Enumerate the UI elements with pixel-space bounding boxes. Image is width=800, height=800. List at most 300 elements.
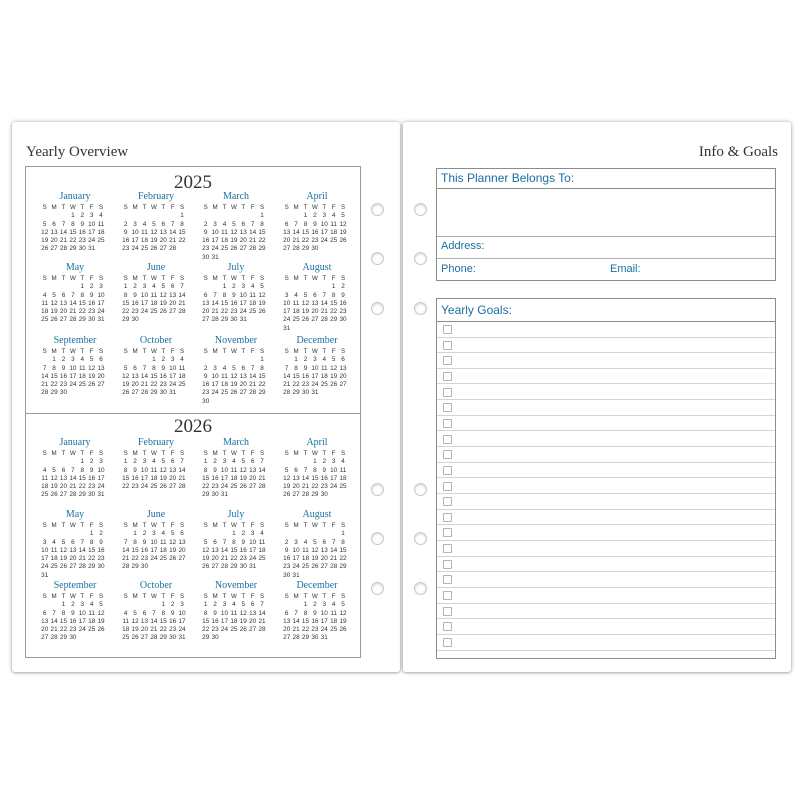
day-number: 14 — [122, 546, 130, 554]
goal-row[interactable] — [437, 604, 775, 620]
day-number: 15 — [220, 299, 229, 307]
day-number: 23 — [283, 563, 291, 571]
day-number: 6 — [284, 609, 289, 617]
weekday-header: S — [203, 593, 208, 600]
day-number: 2 — [133, 283, 137, 291]
day-number: 5 — [133, 609, 137, 617]
month-august — [282, 509, 352, 580]
day-number: 10 — [220, 609, 229, 617]
day-number: 29 — [330, 316, 338, 324]
day-number: 16 — [239, 546, 247, 554]
empty-day — [320, 530, 329, 538]
goal-row[interactable] — [437, 619, 775, 635]
day-number: 4 — [260, 530, 264, 538]
day-number: 21 — [140, 381, 149, 389]
day-number: 4 — [341, 458, 345, 466]
weekday-header: F — [331, 204, 336, 211]
day-number: 9 — [133, 291, 137, 299]
day-number: 28 — [258, 483, 266, 491]
day-number: 21 — [211, 308, 219, 316]
day-number: 31 — [41, 571, 49, 579]
binder-hole — [371, 582, 384, 595]
day-number: 27 — [59, 491, 68, 499]
day-number: 22 — [88, 555, 96, 563]
day-number: 19 — [258, 299, 266, 307]
day-number: 12 — [159, 291, 167, 299]
day-number: 10 — [140, 466, 149, 474]
day-number: 15 — [69, 228, 77, 236]
binder-hole — [414, 582, 427, 595]
day-number: 11 — [320, 364, 328, 372]
goal-row[interactable] — [437, 369, 775, 385]
weekday-header: W — [150, 348, 157, 355]
goal-checkbox[interactable] — [443, 575, 452, 584]
day-number: 7 — [71, 466, 75, 474]
day-number: 26 — [330, 381, 338, 389]
day-number: 7 — [180, 458, 184, 466]
weekday-header: T — [142, 204, 147, 211]
day-number: 25 — [150, 308, 158, 316]
day-number: 16 — [211, 617, 219, 625]
month-name: June — [146, 509, 166, 520]
owner-name-field[interactable] — [437, 189, 775, 236]
weekday-header: M — [212, 204, 218, 211]
day-number: 18 — [339, 474, 347, 482]
day-number: 3 — [133, 220, 137, 228]
day-number: 6 — [313, 291, 317, 299]
day-number: 28 — [258, 626, 266, 634]
day-number: 19 — [159, 299, 167, 307]
day-number: 22 — [220, 308, 229, 316]
calendar-box — [25, 166, 361, 658]
weekday-header: F — [89, 593, 94, 600]
day-number: 1 — [80, 283, 85, 291]
goal-checkbox[interactable] — [443, 403, 452, 412]
day-number: 2 — [161, 356, 166, 364]
month-name: June — [146, 262, 166, 273]
empty-day — [301, 458, 310, 466]
goal-row[interactable] — [437, 510, 775, 526]
day-number: 12 — [59, 546, 68, 554]
goal-row[interactable] — [437, 400, 775, 416]
day-number: 5 — [341, 601, 345, 609]
day-number: 1 — [123, 458, 128, 466]
day-number: 19 — [301, 308, 310, 316]
day-number: 1 — [71, 212, 75, 220]
weekday-header: S — [340, 204, 346, 211]
weekday-header: T — [142, 522, 147, 529]
day-number: 9 — [313, 220, 317, 228]
day-number: 17 — [97, 299, 105, 307]
day-number: 8 — [203, 609, 208, 617]
month-september — [40, 580, 110, 643]
weekday-header: W — [69, 450, 76, 457]
empty-day — [130, 212, 139, 220]
day-number: 10 — [78, 609, 86, 617]
weekday-header: M — [132, 450, 138, 457]
empty-day — [40, 283, 49, 291]
empty-day — [68, 458, 77, 466]
day-number: 27 — [320, 563, 328, 571]
day-number: 12 — [150, 228, 158, 236]
day-number: 11 — [178, 364, 186, 372]
day-number: 20 — [283, 626, 291, 634]
goal-checkbox[interactable] — [443, 622, 452, 631]
day-number: 25 — [140, 245, 149, 253]
goal-checkbox[interactable] — [443, 513, 452, 522]
day-number: 31 — [311, 389, 319, 397]
day-number: 3 — [89, 212, 94, 220]
weekday-header: T — [222, 593, 227, 600]
day-number: 16 — [311, 617, 319, 625]
day-number: 24 — [140, 308, 149, 316]
day-number: 5 — [341, 212, 345, 220]
goal-checkbox[interactable] — [443, 544, 452, 553]
goal-checkbox[interactable] — [443, 591, 452, 600]
weekday-header: T — [80, 275, 85, 282]
day-number: 16 — [320, 474, 328, 482]
day-number: 11 — [330, 220, 337, 228]
goal-checkbox[interactable] — [443, 638, 452, 647]
weekday-header: T — [303, 522, 308, 529]
day-number: 27 — [339, 381, 347, 389]
empty-day — [210, 356, 219, 364]
day-number: 23 — [311, 237, 319, 245]
day-number: 14 — [301, 474, 310, 482]
day-number: 22 — [202, 626, 210, 634]
goal-row[interactable] — [437, 338, 775, 354]
day-number: 12 — [131, 617, 139, 625]
day-number: 12 — [339, 609, 347, 617]
goal-row[interactable] — [437, 494, 775, 510]
day-number: 9 — [203, 228, 208, 236]
weekday-header: W — [230, 522, 237, 529]
day-number: 26 — [97, 626, 105, 634]
weekday-header: F — [250, 204, 255, 211]
day-number: 23 — [159, 381, 167, 389]
day-number: 15 — [301, 228, 310, 236]
day-number: 19 — [311, 555, 319, 563]
weekday-header: W — [150, 450, 157, 457]
day-number: 23 — [239, 555, 247, 563]
day-number: 4 — [232, 601, 236, 609]
month-january — [40, 437, 110, 500]
month-day-grid — [121, 450, 191, 491]
weekday-header: S — [98, 522, 104, 529]
day-number: 12 — [169, 538, 177, 546]
goal-row[interactable] — [437, 353, 775, 369]
day-number: 20 — [239, 381, 247, 389]
day-number: 9 — [232, 291, 236, 299]
weekday-header: F — [170, 348, 175, 355]
day-number: 18 — [150, 474, 158, 482]
weekday-header: T — [61, 275, 66, 282]
day-number: 30 — [140, 563, 149, 571]
day-number: 11 — [330, 609, 337, 617]
day-number: 25 — [41, 316, 49, 324]
day-number: 2 — [313, 601, 317, 609]
weekday-header: F — [331, 522, 336, 529]
day-number: 20 — [339, 372, 347, 380]
day-number: 9 — [161, 364, 166, 372]
day-number: 18 — [97, 228, 105, 236]
day-number: 20 — [50, 237, 58, 245]
empty-day — [220, 212, 229, 220]
weekday-header: S — [42, 522, 47, 529]
weekday-header: M — [132, 204, 138, 211]
day-number: 9 — [99, 538, 103, 546]
goal-checkbox[interactable] — [443, 356, 452, 365]
day-number: 15 — [230, 546, 238, 554]
empty-day — [149, 212, 158, 220]
goal-row[interactable] — [437, 525, 775, 541]
day-number: 5 — [161, 458, 166, 466]
day-number: 8 — [61, 609, 66, 617]
goal-checkbox[interactable] — [443, 325, 452, 334]
day-number: 18 — [50, 555, 58, 563]
weekday-header: S — [284, 522, 289, 529]
weekday-header: T — [322, 204, 327, 211]
day-number: 7 — [170, 220, 175, 228]
day-number: 27 — [59, 316, 68, 324]
day-number: 31 — [97, 491, 105, 499]
day-number: 28 — [178, 483, 186, 491]
day-number: 18 — [41, 308, 49, 316]
day-number: 12 — [339, 220, 347, 228]
day-number: 5 — [284, 466, 289, 474]
weekday-header: T — [322, 522, 327, 529]
day-number: 23 — [339, 308, 347, 316]
day-number: 28 — [220, 563, 229, 571]
day-number: 20 — [249, 617, 257, 625]
month-day-grid — [121, 593, 191, 643]
day-number: 16 — [131, 299, 139, 307]
day-number: 20 — [169, 474, 177, 482]
day-number: 5 — [52, 466, 56, 474]
day-number: 21 — [320, 308, 328, 316]
day-number: 16 — [283, 555, 291, 563]
weekday-header: T — [241, 522, 246, 529]
goal-checkbox[interactable] — [443, 388, 452, 397]
yearly-goals-label: Yearly Goals: — [437, 299, 775, 322]
month-june — [121, 509, 191, 572]
day-number: 22 — [150, 381, 158, 389]
weekday-header: S — [98, 204, 104, 211]
day-number: 9 — [89, 466, 94, 474]
day-number: 2 — [322, 458, 327, 466]
goal-checkbox[interactable] — [443, 372, 452, 381]
day-number: 9 — [80, 220, 85, 228]
empty-day — [282, 356, 291, 364]
goal-row[interactable] — [437, 541, 775, 557]
day-number: 19 — [230, 237, 238, 245]
weekday-header: T — [80, 348, 85, 355]
divider — [437, 258, 775, 259]
day-number: 15 — [202, 617, 210, 625]
day-number: 29 — [202, 634, 210, 642]
day-number: 17 — [97, 474, 105, 482]
empty-day — [149, 601, 158, 609]
day-number: 24 — [330, 483, 338, 491]
day-number: 21 — [69, 308, 77, 316]
day-number: 5 — [241, 458, 246, 466]
month-day-grid — [282, 204, 352, 254]
day-number: 24 — [220, 483, 229, 491]
day-number: 10 — [283, 299, 291, 307]
day-number: 23 — [88, 308, 96, 316]
day-number: 27 — [41, 634, 49, 642]
day-number: 24 — [292, 563, 300, 571]
day-number: 1 — [61, 601, 66, 609]
day-number: 3 — [99, 458, 103, 466]
weekday-header: S — [42, 275, 47, 282]
goal-row[interactable] — [437, 416, 775, 432]
day-number: 13 — [178, 538, 186, 546]
day-number: 11 — [221, 372, 228, 380]
day-number: 14 — [249, 372, 257, 380]
day-number: 8 — [89, 538, 94, 546]
goal-checkbox[interactable] — [443, 435, 452, 444]
day-number: 6 — [284, 220, 289, 228]
empty-day — [121, 530, 130, 538]
day-number: 28 — [50, 634, 58, 642]
day-number: 30 — [88, 316, 96, 324]
day-number: 13 — [41, 617, 49, 625]
empty-day — [59, 530, 68, 538]
day-number: 12 — [88, 364, 96, 372]
day-number: 11 — [122, 617, 130, 625]
day-number: 21 — [283, 381, 291, 389]
weekday-header: T — [61, 204, 66, 211]
goal-checkbox[interactable] — [443, 341, 452, 350]
goal-row[interactable] — [437, 432, 775, 448]
goal-row[interactable] — [437, 557, 775, 573]
weekday-header: S — [42, 204, 47, 211]
day-number: 3 — [142, 458, 147, 466]
day-number: 25 — [78, 381, 86, 389]
day-number: 6 — [250, 601, 255, 609]
day-number: 15 — [301, 617, 310, 625]
goal-row[interactable] — [437, 635, 775, 651]
empty-day — [329, 530, 338, 538]
day-number: 20 — [140, 626, 149, 634]
day-number: 26 — [159, 308, 167, 316]
weekday-header: W — [311, 348, 318, 355]
day-number: 11 — [88, 609, 95, 617]
day-number: 2 — [303, 356, 308, 364]
day-number: 13 — [159, 228, 167, 236]
empty-day — [40, 212, 49, 220]
day-number: 4 — [331, 212, 336, 220]
day-number: 30 — [339, 316, 347, 324]
day-number: 7 — [222, 538, 227, 546]
day-number: 6 — [142, 609, 147, 617]
weekday-header: S — [179, 348, 185, 355]
goal-checkbox[interactable] — [443, 419, 452, 428]
day-number: 7 — [331, 538, 336, 546]
day-number: 3 — [284, 291, 289, 299]
weekday-header: S — [179, 204, 185, 211]
day-number: 21 — [122, 555, 130, 563]
weekday-header: M — [212, 275, 218, 282]
goal-row[interactable] — [437, 463, 775, 479]
weekday-header: W — [150, 593, 157, 600]
weekday-header: F — [89, 522, 94, 529]
day-number: 14 — [320, 299, 328, 307]
weekday-header: T — [303, 348, 308, 355]
day-number: 2 — [213, 458, 217, 466]
day-number: 22 — [202, 483, 210, 491]
goal-checkbox[interactable] — [443, 560, 452, 569]
day-number: 13 — [249, 466, 257, 474]
weekday-header: F — [170, 522, 175, 529]
day-number: 5 — [260, 283, 264, 291]
goal-row[interactable] — [437, 572, 775, 588]
goal-row[interactable] — [437, 588, 775, 604]
weekday-header: S — [259, 204, 265, 211]
day-number: 11 — [50, 546, 58, 554]
month-day-grid — [282, 593, 352, 643]
day-number: 6 — [61, 466, 66, 474]
empty-day — [201, 212, 210, 220]
day-number: 20 — [59, 308, 68, 316]
weekday-header: S — [340, 522, 346, 529]
month-july — [201, 509, 271, 572]
goal-checkbox[interactable] — [443, 482, 452, 491]
goal-checkbox[interactable] — [443, 497, 452, 506]
day-number: 29 — [59, 634, 68, 642]
weekday-header: S — [179, 275, 185, 282]
goal-checkbox[interactable] — [443, 607, 452, 616]
day-number: 26 — [283, 491, 291, 499]
day-number: 1 — [203, 601, 208, 609]
day-number: 9 — [71, 609, 75, 617]
day-number: 6 — [341, 356, 345, 364]
month-may — [40, 509, 110, 580]
weekday-header: F — [250, 593, 255, 600]
binder-hole — [371, 302, 384, 315]
day-number: 18 — [220, 381, 229, 389]
day-number: 1 — [303, 601, 308, 609]
day-number: 2 — [170, 601, 175, 609]
day-number: 15 — [88, 546, 96, 554]
goal-row[interactable] — [437, 322, 775, 338]
day-number: 19 — [59, 555, 68, 563]
day-number: 14 — [292, 617, 300, 625]
month-name: May — [65, 262, 85, 273]
day-number: 5 — [203, 538, 208, 546]
weekday-header: M — [293, 450, 299, 457]
goal-checkbox[interactable] — [443, 528, 452, 537]
day-number: 18 — [220, 237, 229, 245]
goal-row[interactable] — [437, 479, 775, 495]
goal-checkbox[interactable] — [443, 466, 452, 475]
day-number: 5 — [232, 220, 236, 228]
goal-row[interactable] — [437, 447, 775, 463]
day-number: 13 — [59, 474, 68, 482]
day-number: 8 — [222, 291, 227, 299]
goal-row[interactable] — [437, 385, 775, 401]
divider — [437, 236, 775, 237]
day-number: 24 — [41, 563, 49, 571]
day-number: 13 — [169, 466, 177, 474]
goal-checkbox[interactable] — [443, 450, 452, 459]
day-number: 25 — [220, 389, 229, 397]
day-number: 2 — [80, 212, 85, 220]
day-number: 13 — [169, 291, 177, 299]
day-number: 28 — [140, 389, 149, 397]
day-number: 8 — [123, 466, 128, 474]
